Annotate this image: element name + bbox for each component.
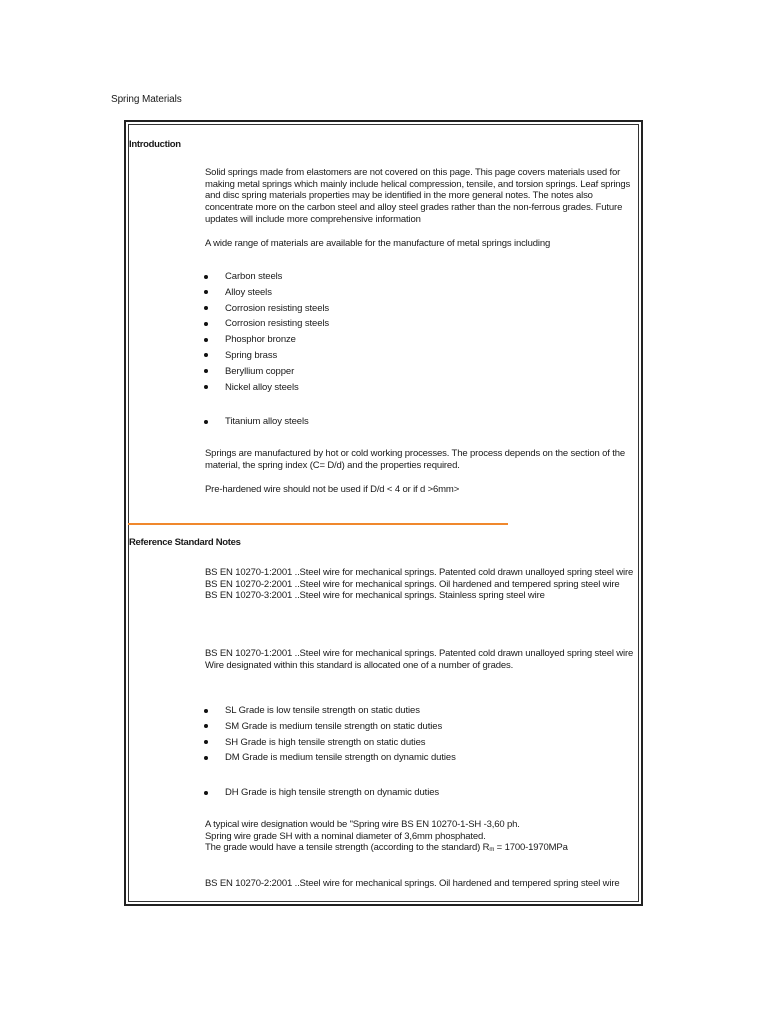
list-item — [204, 416, 309, 432]
bullet-icon — [204, 756, 208, 760]
grade-label: DH Grade is high tensile strength on dynamic duties — [225, 787, 440, 798]
subscript: m — [489, 847, 495, 854]
grade-label: SH Grade is high tensile strength on static duties — [225, 736, 426, 748]
example-text: = 1700-1970MPa — [494, 842, 568, 854]
materials-intro-text: A wide range of materials are available for the manufacture of metal springs including — [205, 238, 551, 249]
list-item — [204, 366, 329, 382]
standard-detail-text: Wire designated within this standard is allocated one of a number of grades. — [205, 659, 514, 671]
standard-item: BS EN 10270-1:2001 ..Steel wire for mechanical springs. Patented cold drawn unalloyed spring steel wire — [205, 567, 634, 578]
bullet-icon — [204, 791, 208, 795]
bullet-icon — [204, 338, 208, 342]
bullet-icon — [204, 724, 208, 728]
grade-label: SL Grade is low tensile strength on static duties — [225, 705, 420, 716]
material-label: Beryllium copper — [225, 365, 295, 377]
material-label: Corrosion resisting steels — [225, 318, 330, 330]
page-title: Spring Materials — [111, 94, 182, 105]
last-standard: BS EN 10270-2:2001 ..Steel wire for mechanical springs. Oil hardened and tempered spring steel wire — [205, 878, 620, 889]
bullet-icon — [204, 322, 208, 326]
introduction-paragraph: Solid springs made from elastomers are not covered on this page. This page covers materials used for making metal springs which mainly include helical compression, tensile, and torsion springs. Leaf springs and disc spring materials properties may be identified in the more general notes. The notes also concentrate more on the carbon steel and alloy steel grades rather than the non-ferrous grades. Future updates will include more comprehensive information — [205, 167, 631, 225]
list-item — [204, 303, 329, 319]
grade-label: DM Grade is medium tensile strength on dynamic duties — [225, 752, 456, 764]
list-item — [204, 334, 329, 350]
list-item — [204, 787, 439, 803]
bullet-icon — [204, 385, 208, 389]
grades-list-extra — [204, 787, 439, 803]
material-label: Nickel alloy steels — [225, 381, 299, 393]
material-label: Spring brass — [225, 349, 278, 361]
pre-hardened-note: Pre-hardened wire should not be used if D/d < 4 or if d >6mm> — [205, 484, 460, 495]
standards-list — [205, 567, 638, 602]
example-line: A typical wire designation would be "Spring wire BS EN 10270-1-SH -3,60 ph. — [205, 819, 520, 830]
list-item — [204, 318, 329, 334]
material-label: Alloy steels — [225, 286, 272, 298]
bullet-icon — [204, 353, 208, 357]
list-item — [204, 721, 456, 737]
list-item — [204, 350, 329, 366]
bullet-icon — [204, 709, 208, 713]
example-line — [205, 842, 638, 857]
list-item — [204, 752, 456, 768]
standard-detail — [205, 648, 638, 671]
grade-label: SM Grade is medium tensile strength on static duties — [225, 720, 443, 732]
example-line: Spring wire grade SH with a nominal diameter of 3,6mm phosphated. — [205, 830, 486, 842]
bullet-icon — [204, 369, 208, 373]
list-item — [204, 737, 456, 753]
list-item — [204, 287, 329, 303]
material-label: Carbon steels — [225, 271, 283, 282]
bullet-icon — [204, 740, 208, 744]
manufacturing-paragraph: Springs are manufactured by hot or cold working processes. The process depends on the section of the material, the spring index (C= D/d) and the properties required. — [205, 448, 625, 471]
list-item — [204, 382, 329, 398]
standard-detail-title: BS EN 10270-1:2001 ..Steel wire for mechanical springs. Patented cold drawn unalloyed spring steel wire — [205, 648, 634, 659]
section-divider — [128, 523, 508, 525]
grades-list — [204, 705, 456, 768]
material-label: Titanium alloy steels — [225, 416, 309, 427]
standard-item: BS EN 10270-2:2001 ..Steel wire for mechanical springs. Oil hardened and tempered spring steel wire — [205, 578, 620, 590]
material-label: Corrosion resisting steels — [225, 302, 330, 314]
bullet-icon — [204, 306, 208, 310]
material-label: Phosphor bronze — [225, 334, 296, 346]
list-item — [204, 271, 329, 287]
materials-list-extra — [204, 416, 309, 432]
standard-item: BS EN 10270-3:2001 ..Steel wire for mechanical springs. Stainless spring steel wire — [205, 590, 545, 602]
list-item — [204, 705, 456, 721]
bullet-icon — [204, 275, 208, 279]
introduction-heading: Introduction — [129, 139, 181, 150]
reference-heading: Reference Standard Notes — [129, 537, 241, 548]
bullet-icon — [204, 420, 208, 424]
materials-list — [204, 271, 329, 397]
example-designation — [205, 819, 638, 857]
example-text: The grade would have a tensile strength (according to the standard) R — [205, 842, 490, 854]
bullet-icon — [204, 290, 208, 294]
